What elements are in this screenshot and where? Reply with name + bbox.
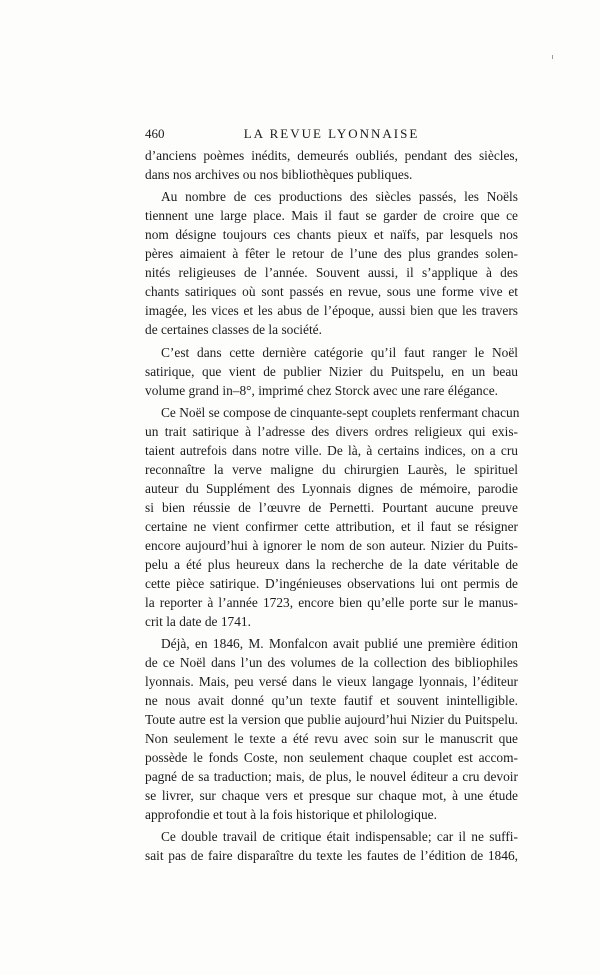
stray-ink-mark	[552, 55, 553, 59]
running-title: LA REVUE LYONNAISE	[243, 126, 420, 141]
text-line: chants satiriques où sont passés en revue, sous une forme vive et	[145, 284, 518, 300]
text-line: auteur du Supplément des Lyonnais dignes de mémoire, parodie	[145, 480, 518, 496]
text-line: un trait satirique à l’adresse des divers ordres religieux qui exis-	[145, 423, 518, 439]
text-line: si bien réussie de l’œuvre de Pernetti. Pourtant aucune preuve	[145, 499, 518, 515]
text-line: volume grand in–8°, imprimé chez Storck avec une rare élégance.	[145, 382, 498, 398]
body-text	[145, 146, 518, 869]
page-number: 460	[145, 126, 165, 141]
text-line: dans nos archives ou nos bibliothèques publiques.	[145, 167, 413, 182]
paragraph	[145, 403, 518, 631]
text-line: encore aujourd’hui à ignorer le nom de son auteur. Nizier du Puits-	[145, 537, 518, 553]
paragraph	[145, 146, 518, 184]
paragraph	[145, 343, 518, 400]
text-line: taient autrefois dans notre ville. De là, à certains indices, on a cru	[145, 442, 518, 458]
text-line: reconnaître la verve maligne du chirurgien Laurès, le spirituel	[145, 461, 518, 477]
paragraph	[145, 634, 518, 824]
text-line: imagée, les vices et les abus de l’époque, aussi bien que les travers	[145, 303, 518, 319]
text-line: possède le fonds Coste, non seulement chaque couplet est accom-	[145, 750, 518, 766]
text-line: approfondie et tout à la fois historique et philologique.	[145, 807, 437, 823]
text-line: de certaines classes de la société.	[145, 322, 322, 338]
text-line: Ce double travail de critique était indispensable; car il ne suffi-	[161, 829, 518, 845]
text-line: Ce Noël se compose de cinquante-sept couplets renfermant chacun	[161, 404, 520, 420]
text-line: nités religieuses de l’année. Souvent aussi, il s’applique à des	[145, 265, 518, 281]
text-line: la reporter à l’année 1723, encore bien qu’elle porte sur le manus-	[145, 594, 518, 610]
text-line: sait pas de faire disparaître du texte les fautes de l’édition de 1846,	[145, 848, 518, 864]
text-line: ne nous avait donné qu’un texte fautif et souvent inintelligible.	[145, 693, 518, 709]
text-line: d’anciens poèmes inédits, demeurés oubliés, pendant des siècles,	[145, 148, 518, 163]
text-line: pelu a été plus heureux dans la recherche de la date véritable de	[145, 556, 518, 572]
page-header	[145, 126, 518, 144]
text-line: nom désigne toujours ces chants pieux et naïfs, par lesquels nos	[145, 227, 518, 243]
paragraph	[145, 827, 518, 865]
text-line: satirique, que vient de publier Nizier du Puitspelu, en un beau	[145, 363, 518, 379]
text-line: cette pièce satirique. D’ingénieuses observations lui ont permis de	[145, 575, 518, 591]
text-line: Toute autre est la version que publie aujourd’hui Nizier du Puitspelu.	[145, 712, 518, 728]
text-line: pères aimaient à fêter le retour de l’une des plus grandes solen-	[145, 246, 518, 262]
text-line: Au nombre de ces productions des siècles passés, les Noëls	[161, 189, 518, 205]
text-line: crit la date de 1741.	[145, 613, 251, 629]
text-line: Non seulement le texte a été revu avec soin sur le manuscrit que	[145, 731, 518, 747]
text-line: lyonnais. Mais, peu versé dans le vieux langage lyonnais, l’éditeur	[145, 674, 518, 690]
text-line: certaine ne vient confirmer cette attribution, et il faut se résigner	[145, 518, 518, 534]
text-line: tiennent une large place. Mais il faut se garder de croire que ce	[145, 208, 518, 224]
text-line: pagné de sa traduction; mais, de plus, le nouvel éditeur a cru devoir	[145, 769, 518, 785]
paragraph	[145, 187, 518, 339]
text-line: se livrer, sur chaque vers et presque sur chaque mot, à une étude	[145, 788, 518, 804]
text-line: de ce Noël dans l’un des volumes de la collection des bibliophiles	[145, 655, 518, 671]
text-line: C’est dans cette dernière catégorie qu’il faut ranger le Noël	[161, 344, 518, 360]
text-line: Déjà, en 1846, M. Monfalcon avait publié une première édition	[161, 636, 518, 652]
